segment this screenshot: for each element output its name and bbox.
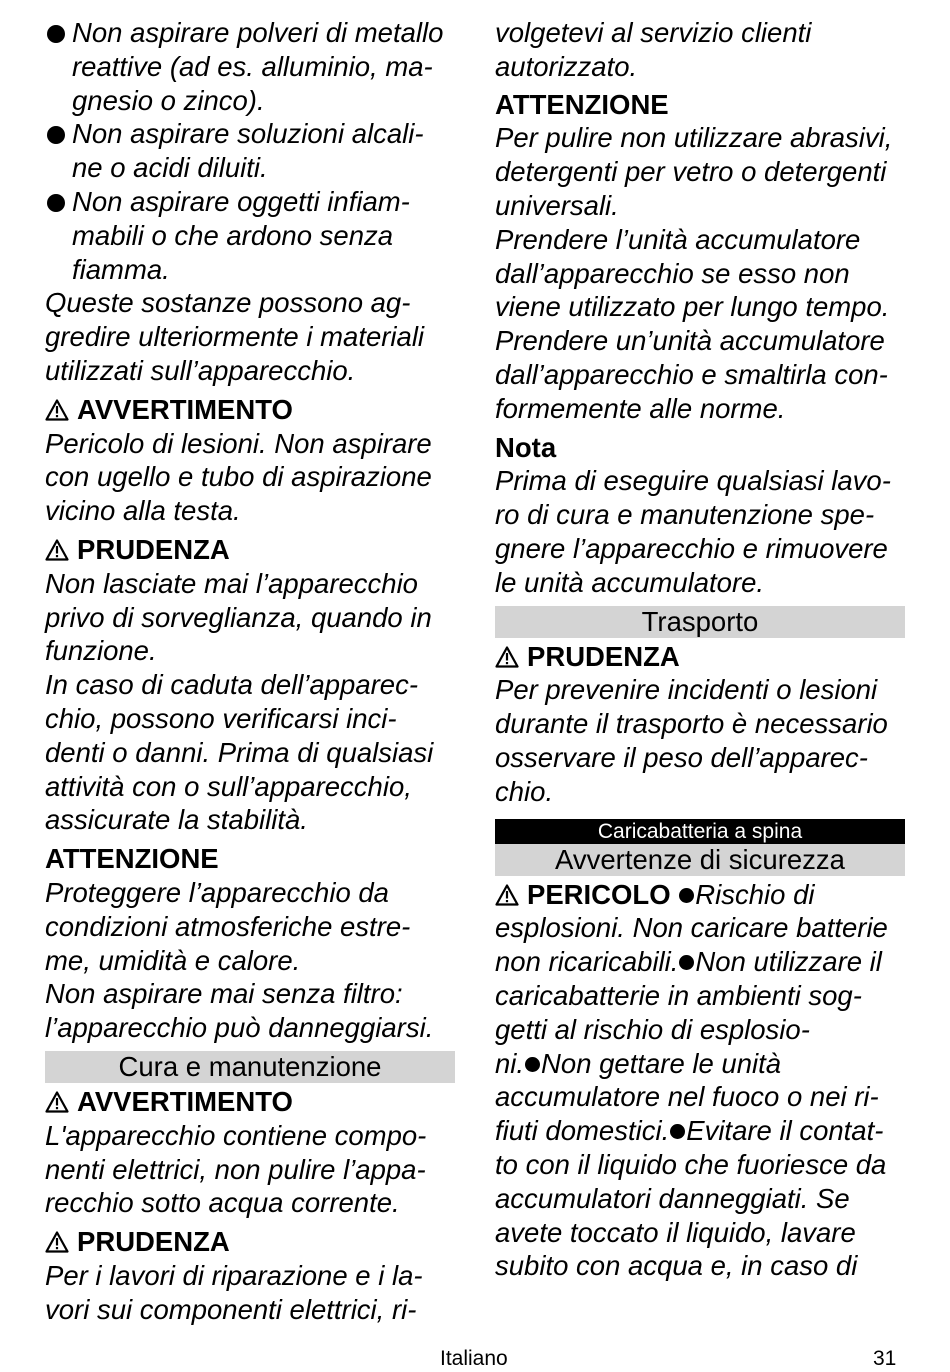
text-line: Pericolo di lesioni. Non aspirare bbox=[45, 427, 432, 459]
heading-text: PRUDENZA bbox=[77, 1226, 230, 1258]
text-line: autorizzato. bbox=[495, 50, 638, 82]
text-line: Non aspirare polveri di metallo bbox=[72, 17, 444, 48]
attention-heading: ATTENZIONE bbox=[495, 88, 669, 120]
text-span: Non gettare le unità bbox=[541, 1047, 782, 1079]
text-line: Non lasciate mai l’apparecchio bbox=[45, 567, 418, 599]
text-line: me, umidità e calore. bbox=[45, 944, 301, 976]
text-line: universali. bbox=[495, 189, 619, 221]
text-line: recchio sotto acqua corrente. bbox=[45, 1187, 400, 1219]
note-heading: Nota bbox=[495, 431, 557, 463]
attention-heading: ATTENZIONE bbox=[45, 843, 219, 875]
right-column bbox=[495, 16, 905, 1283]
caution-heading bbox=[45, 1225, 455, 1259]
warning-triangle-icon bbox=[495, 646, 519, 668]
text-line: Per prevenire incidenti o lesioni bbox=[495, 674, 878, 706]
text-span: Rischio di bbox=[695, 878, 815, 910]
text-line: vicino alla testa. bbox=[45, 495, 241, 527]
warning-triangle-icon bbox=[45, 539, 69, 561]
text-line: privo di sorveglianza, quando in bbox=[45, 601, 432, 633]
text-line: caricabatterie in ambienti sog- bbox=[495, 979, 862, 1011]
text-line: Non aspirare mai senza filtro: bbox=[45, 978, 403, 1010]
text-line bbox=[495, 945, 905, 979]
warning-heading bbox=[45, 1085, 455, 1119]
section-title-avvertenze: Avvertenze di sicurezza bbox=[495, 844, 905, 876]
text-line: gnere l’apparecchio e rimuovere bbox=[495, 532, 888, 564]
section-title-trasporto: Trasporto bbox=[495, 606, 905, 638]
warning-triangle-icon bbox=[495, 884, 519, 906]
warning-triangle-icon bbox=[45, 399, 69, 421]
heading-text: AVVERTIMENTO bbox=[77, 1085, 293, 1117]
text-line: Prendere l’unità accumulatore bbox=[495, 223, 861, 255]
text-line: Proteggere l’apparecchio da bbox=[45, 876, 389, 908]
warning-triangle-icon bbox=[45, 1231, 69, 1253]
text-line: fiamma. bbox=[72, 253, 170, 285]
text-line: L'apparecchio contiene compo- bbox=[45, 1119, 427, 1151]
text-line: condizioni atmosferiche estre- bbox=[45, 910, 411, 942]
text-line: denti o danni. Prima di qualsiasi bbox=[45, 736, 434, 768]
bullet-icon bbox=[47, 194, 65, 212]
text-line: getti al rischio di esplosio- bbox=[495, 1013, 810, 1045]
text-line: volgetevi al servizio clienti bbox=[495, 17, 812, 48]
left-column bbox=[45, 16, 455, 1326]
text-line: Per i lavori di riparazione e i la- bbox=[45, 1259, 423, 1291]
bullet-icon bbox=[670, 1124, 685, 1139]
text-line: subito con acqua e, in caso di bbox=[495, 1250, 858, 1282]
text-span: non ricaricabili. bbox=[495, 946, 679, 978]
text-line: formemente alle norme. bbox=[495, 392, 786, 424]
heading-text: PRUDENZA bbox=[77, 533, 230, 565]
text-line: durante il trasporto è necessario bbox=[495, 708, 888, 740]
text-line: gredire ulteriormente i materiali bbox=[45, 321, 425, 353]
text-line: chio. bbox=[495, 775, 554, 807]
caution-heading bbox=[495, 640, 905, 674]
text-span: ni. bbox=[495, 1047, 525, 1079]
chapter-bar-caricabatteria: Caricabatteria a spina bbox=[495, 819, 905, 844]
text-line: Queste sostanze possono ag- bbox=[45, 287, 411, 319]
text-line: viene utilizzato per lungo tempo. bbox=[495, 291, 890, 323]
text-span: Non utilizzare il bbox=[695, 946, 882, 978]
text-line: vori sui componenti elettrici, ri- bbox=[45, 1293, 417, 1325]
text-line: funzione. bbox=[45, 635, 157, 667]
text-span: fiuti domestici. bbox=[495, 1115, 670, 1147]
text-line bbox=[495, 1047, 905, 1081]
text-line: gnesio o zinco). bbox=[72, 84, 265, 116]
text-line: assicurate la stabilità. bbox=[45, 804, 308, 836]
text-line: Prima di eseguire qualsiasi lavo- bbox=[495, 465, 891, 497]
list-item bbox=[45, 185, 455, 286]
text-line: ro di cura e manutenzione spe- bbox=[495, 499, 875, 531]
text-line: accumulatori danneggiati. Se bbox=[495, 1182, 850, 1214]
text-line: nenti elettrici, non pulire l’appa- bbox=[45, 1153, 426, 1185]
bullet-icon bbox=[47, 25, 65, 43]
text-line: utilizzati sull’apparecchio. bbox=[45, 354, 356, 386]
text-line: esplosioni. Non caricare batterie bbox=[495, 912, 888, 944]
section-title-cura: Cura e manutenzione bbox=[45, 1051, 455, 1083]
text-line: attività con o sull’apparecchio, bbox=[45, 770, 412, 802]
bullet-icon bbox=[679, 955, 694, 970]
caution-heading bbox=[45, 533, 455, 567]
text-line: dall’apparecchio se esso non bbox=[495, 257, 850, 289]
heading-text: AVVERTIMENTO bbox=[77, 393, 293, 425]
text-line bbox=[495, 1114, 905, 1148]
text-line: osservare il peso dell’apparec- bbox=[495, 741, 868, 773]
heading-text: PERICOLO bbox=[527, 878, 671, 910]
footer-language: Italiano bbox=[440, 1347, 508, 1370]
danger-line bbox=[495, 878, 905, 912]
text-span: Evitare il contat- bbox=[686, 1115, 884, 1147]
text-line: l’apparecchio può danneggiarsi. bbox=[45, 1012, 434, 1044]
text-line: accumulatore nel fuoco o nei ri- bbox=[495, 1081, 879, 1113]
bullet-icon bbox=[525, 1057, 540, 1072]
page-number: 31 bbox=[873, 1347, 897, 1370]
warning-heading bbox=[45, 393, 455, 427]
text-line: con ugello e tubo di aspirazione bbox=[45, 461, 432, 493]
text-line: reattive (ad es. alluminio, ma- bbox=[72, 50, 433, 82]
text-line: Per pulire non utilizzare abrasivi, bbox=[495, 122, 893, 154]
text-line: avete toccato il liquido, lavare bbox=[495, 1216, 856, 1248]
text-line: mabili o che ardono senza bbox=[72, 219, 394, 251]
list-item bbox=[45, 117, 455, 185]
bullet-icon bbox=[679, 888, 694, 903]
text-line: to con il liquido che fuoriesce da bbox=[495, 1148, 887, 1180]
text-line: In caso di caduta dell’apparec- bbox=[45, 669, 419, 701]
warning-triangle-icon bbox=[45, 1091, 69, 1113]
text-line: Non aspirare soluzioni alcali- bbox=[72, 118, 424, 150]
text-line: chio, possono verificarsi inci- bbox=[45, 702, 397, 734]
text-line: ne o acidi diluiti. bbox=[72, 152, 268, 184]
heading-text: PRUDENZA bbox=[527, 640, 680, 672]
text-line: Non aspirare oggetti infiam- bbox=[72, 185, 410, 217]
text-line: le unità accumulatore. bbox=[495, 566, 765, 598]
text-line: dall’apparecchio e smaltirla con- bbox=[495, 358, 888, 390]
text-line: detergenti per vetro o detergenti bbox=[495, 156, 887, 188]
list-item bbox=[45, 16, 455, 117]
text-line: Prendere un’unità accumulatore bbox=[495, 325, 885, 357]
